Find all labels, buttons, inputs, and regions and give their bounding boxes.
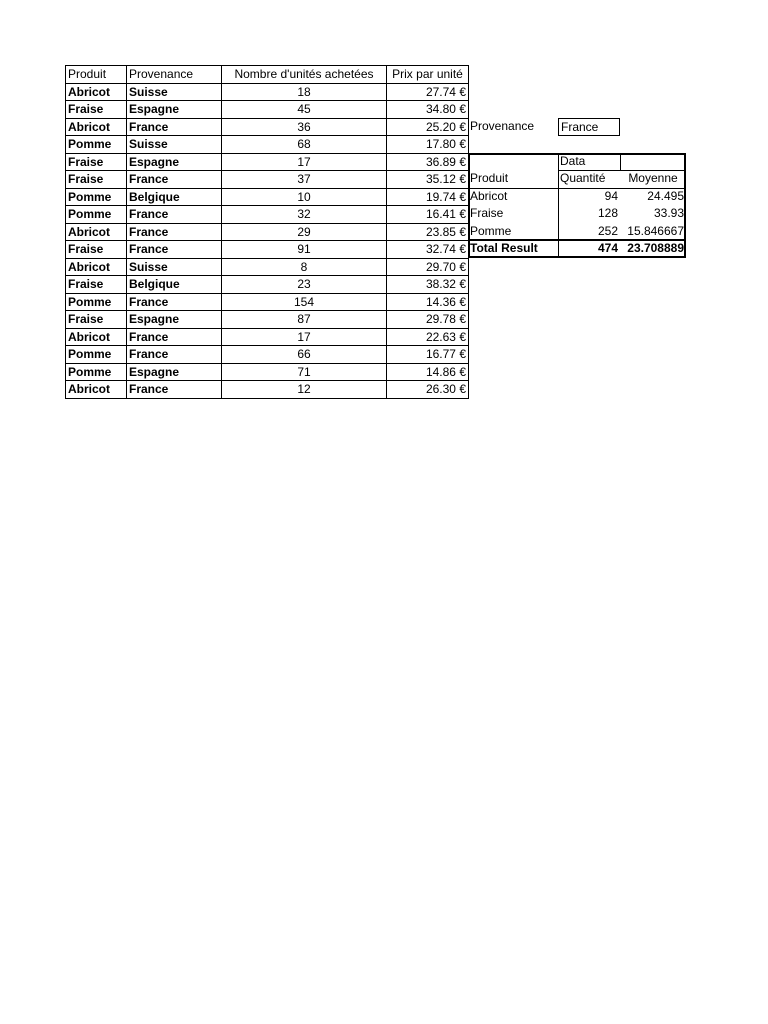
table-cell[interactable]: Pomme [65, 135, 127, 154]
table-cell[interactable]: 91 [221, 240, 387, 259]
pivot-col-header[interactable]: Quantité [560, 171, 606, 185]
header-cell[interactable]: Prix par unité [386, 65, 469, 84]
table-cell[interactable]: 23.85 € [386, 223, 469, 242]
table-cell[interactable]: 12 [221, 380, 387, 399]
pivot-total-avg[interactable]: 23.708889 [627, 241, 684, 255]
table-cell[interactable]: France [126, 328, 222, 347]
table-cell[interactable]: Abricot [65, 118, 127, 137]
pivot-divider [620, 153, 621, 171]
table-cell[interactable]: Suisse [126, 83, 222, 102]
table-cell[interactable]: Espagne [126, 153, 222, 172]
table-cell[interactable]: Espagne [126, 310, 222, 329]
table-cell[interactable]: Fraise [65, 170, 127, 189]
table-cell[interactable]: 35.12 € [386, 170, 469, 189]
table-cell[interactable]: Suisse [126, 258, 222, 277]
table-cell[interactable]: France [126, 293, 222, 312]
pivot-row-label[interactable]: Fraise [470, 206, 504, 220]
table-cell[interactable]: 26.30 € [386, 380, 469, 399]
table-cell[interactable]: Abricot [65, 223, 127, 242]
table-cell[interactable]: 32 [221, 205, 387, 224]
table-cell[interactable]: 32.74 € [386, 240, 469, 259]
table-cell[interactable]: Belgique [126, 188, 222, 207]
table-cell[interactable]: France [126, 345, 222, 364]
table-cell[interactable]: 154 [221, 293, 387, 312]
pivot-qty[interactable]: 94 [604, 188, 618, 203]
table-cell[interactable]: Pomme [65, 205, 127, 224]
pivot-qty[interactable]: 252 [597, 223, 618, 238]
table-cell[interactable]: 10 [221, 188, 387, 207]
table-cell[interactable]: France [126, 170, 222, 189]
table-cell[interactable]: 36.89 € [386, 153, 469, 172]
pivot-total-qty[interactable]: 474 [597, 241, 618, 255]
table-cell[interactable]: 29 [221, 223, 387, 242]
pivot-avg[interactable]: 33.93 [653, 206, 684, 220]
table-cell[interactable]: Fraise [65, 100, 127, 119]
table-cell[interactable]: 25.20 € [386, 118, 469, 137]
table-cell[interactable]: Fraise [65, 153, 127, 172]
table-cell[interactable]: Espagne [126, 100, 222, 119]
table-cell[interactable]: 29.78 € [386, 310, 469, 329]
table-cell[interactable]: Espagne [126, 363, 222, 382]
pivot-col-header[interactable]: Moyenne [628, 171, 678, 185]
table-cell[interactable]: 37 [221, 170, 387, 189]
table-cell[interactable]: 71 [221, 363, 387, 382]
header-cell[interactable]: Provenance [126, 65, 222, 84]
table-cell[interactable]: 68 [221, 135, 387, 154]
table-cell[interactable]: France [126, 118, 222, 137]
header-cell[interactable]: Nombre d'unités achetées [221, 65, 387, 84]
pivot-total-label[interactable]: Total Result [470, 241, 538, 255]
table-cell[interactable]: 17.80 € [386, 135, 469, 154]
table-cell[interactable]: Abricot [65, 328, 127, 347]
table-cell[interactable]: Pomme [65, 293, 127, 312]
table-cell[interactable]: 45 [221, 100, 387, 119]
table-cell[interactable]: France [126, 240, 222, 259]
table-cell[interactable]: 29.70 € [386, 258, 469, 277]
table-cell[interactable]: 18 [221, 83, 387, 102]
table-cell[interactable]: France [126, 223, 222, 242]
pivot-row-label[interactable]: Pomme [470, 223, 512, 238]
table-cell[interactable]: Fraise [65, 310, 127, 329]
table-cell[interactable]: 27.74 € [386, 83, 469, 102]
table-cell[interactable]: 34.80 € [386, 100, 469, 119]
table-cell[interactable]: 22.63 € [386, 328, 469, 347]
table-cell[interactable]: 66 [221, 345, 387, 364]
pivot-qty[interactable]: 128 [597, 206, 618, 220]
table-cell[interactable]: Fraise [65, 240, 127, 259]
pivot-row-label[interactable]: Abricot [470, 188, 508, 203]
table-cell[interactable]: Suisse [126, 135, 222, 154]
table-cell[interactable]: 16.77 € [386, 345, 469, 364]
pivot-avg[interactable]: 15.846667 [627, 223, 684, 238]
table-cell[interactable]: Pomme [65, 363, 127, 382]
table-cell[interactable]: Pomme [65, 188, 127, 207]
pivot-row-header[interactable]: Produit [470, 171, 509, 185]
table-cell[interactable]: Abricot [65, 258, 127, 277]
table-cell[interactable]: 16.41 € [386, 205, 469, 224]
header-cell[interactable]: Produit [65, 65, 127, 84]
table-cell[interactable]: 14.36 € [386, 293, 469, 312]
filter-value[interactable]: France [558, 118, 620, 137]
pivot-avg[interactable]: 24.495 [647, 188, 684, 203]
table-cell[interactable]: Abricot [65, 83, 127, 102]
filter-label: Provenance [470, 118, 535, 133]
table-cell[interactable]: Pomme [65, 345, 127, 364]
table-cell[interactable]: 14.86 € [386, 363, 469, 382]
table-cell[interactable]: 17 [221, 328, 387, 347]
table-cell[interactable]: 38.32 € [386, 275, 469, 294]
table-cell[interactable]: 23 [221, 275, 387, 294]
table-cell[interactable]: 8 [221, 258, 387, 277]
table-cell[interactable]: France [126, 380, 222, 399]
table-cell[interactable]: 87 [221, 310, 387, 329]
table-cell[interactable]: Abricot [65, 380, 127, 399]
pivot-data-label: Data [560, 153, 586, 168]
table-cell[interactable]: 17 [221, 153, 387, 172]
table-cell[interactable]: France [126, 205, 222, 224]
table-cell[interactable]: Belgique [126, 275, 222, 294]
table-cell[interactable]: 19.74 € [386, 188, 469, 207]
table-cell[interactable]: 36 [221, 118, 387, 137]
table-cell[interactable]: Fraise [65, 275, 127, 294]
